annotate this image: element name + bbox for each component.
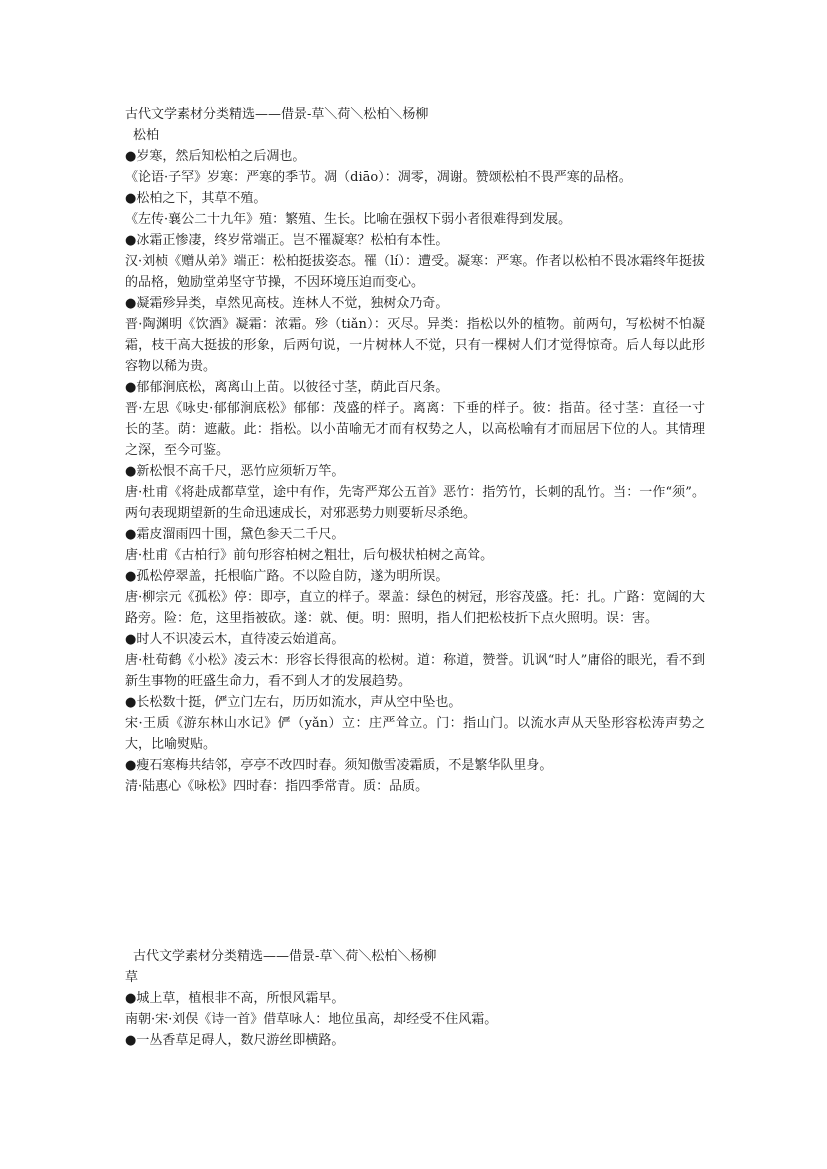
- quote-line: ●长松数十挺，俨立门左右，历历如流水，声从空中坠也。: [125, 695, 462, 710]
- quote-line: ●郁郁涧底松，离离山上苗。以彼径寸茎，荫此百尺条。: [125, 380, 449, 395]
- page-title: 古代文学素材分类精选——借景-草＼荷＼松柏＼杨柳: [125, 107, 429, 122]
- annotation-line: 宋·王质《游东林山水记》俨（yǎn）立：庄严耸立。门：指山门。以流水声从天坠形容松涛声势之大，比喻熨贴。: [125, 716, 705, 752]
- section-cao: [125, 946, 705, 1051]
- quote-line: ●新松恨不高千尺，恶竹应须斩万竿。: [125, 464, 345, 479]
- quote-line: ●霜皮溜雨四十围，黛色参天二千尺。: [125, 527, 345, 542]
- section-heading: 松柏: [133, 128, 160, 143]
- annotation-line: 《左传·襄公二十九年》殖：繁殖、生长。比喻在强权下弱小者很难得到发展。: [125, 212, 572, 227]
- annotation-line: 晋·陶渊明《饮酒》凝霜：浓霜。殄（tiǎn）：灭尽。异类：指松以外的植物。前两句，写松树不怕凝霜，枝干高大挺拔的形象，后两句说，一片树林人不觉，只有一棵树人们才觉得惊奇。后人每以此形容物以稀为贵。: [125, 317, 705, 374]
- quote-line: ●瘦石寒梅共结邻，亭亭不改四时春。须知傲雪凌霜质，不是繁华队里身。: [125, 758, 553, 773]
- annotation-line: 清·陆惠心《咏松》四时春：指四季常青。质：品质。: [125, 779, 429, 794]
- annotation-line: 《论语·子罕》岁寒：严寒的季节。凋（diāo）：凋零，凋谢。赞颂松柏不畏严寒的品格。: [125, 170, 632, 185]
- quote-line: ●时人不识凌云木，直待凌云始道高。: [125, 632, 345, 647]
- annotation-line: 南朝·宋·刘俣《诗一首》借草咏人：地位虽高，却经受不住风霜。: [125, 1012, 498, 1027]
- annotation-line: 唐·杜甫《将赴成都草堂，途中有作，先寄严郑公五首》恶竹：指竻竹，长刺的乱竹。当：一作“须”。两句表现期望新的生命迅速成长，对邪恶势力则要斩尽杀绝。: [125, 485, 705, 521]
- page-title: 古代文学素材分类精选——借景-草＼荷＼松柏＼杨柳: [133, 949, 437, 964]
- annotation-line: 汉·刘桢《赠从弟》端正：松柏挺拔姿态。罹（lí）：遭受。凝寒：严寒。作者以松柏不畏冰霜终年挺拔的品格，勉励堂弟坚守节操，不因环境压迫而变心。: [125, 254, 705, 290]
- quote-line: ●一丛香草足碍人，数尺游丝即横路。: [125, 1033, 345, 1048]
- annotation-line: 晋·左思《咏史·郁郁涧底松》郁郁：茂盛的样子。离离：下垂的样子。彼：指苗。径寸茎：直径一寸长的茎。荫：遮蔽。此：指松。以小苗喻无才而有权势之人，以高松喻有才而屈居下位的人。其情理之深，至今可鉴。: [125, 401, 705, 458]
- quote-line: ●城上草，植根非不高，所恨风霜早。: [125, 991, 345, 1006]
- quote-line: ●岁寒，然后知松柏之后凋也。: [125, 149, 306, 164]
- annotation-line: 唐·杜荀鹤《小松》凌云木：形容长得很高的松树。道：称道，赞誉。讥讽“时人”庸俗的眼光，看不到新生事物的旺盛生命力，看不到人才的发展趋势。: [125, 653, 705, 689]
- quote-line: ●松柏之下，其草不殖。: [125, 191, 267, 206]
- quote-line: ●孤松停翠盖，托根临广路。不以险自防，遂为明所误。: [125, 569, 449, 584]
- annotation-line: 唐·杜甫《古柏行》前句形容柏树之粗壮，后句极状柏树之高耸。: [125, 548, 494, 563]
- quote-line: ●凝霜殄异类，卓然见高枝。连林人不觉，独树众乃奇。: [125, 296, 449, 311]
- annotation-line: 唐·柳宗元《孤松》停：即亭，直立的样子。翠盖：绿色的树冠，形容茂盛。托：扎。广路：宽阔的大路旁。险：危，这里指被砍。遂：就、便。明：照明，指人们把松枝折下点火照明。误：害。: [125, 590, 705, 626]
- quote-line: ●冰霜正惨凄，终岁常端正。岂不罹凝寒？松柏有本性。: [125, 233, 449, 248]
- section-heading: 草: [125, 970, 139, 985]
- section-songbai: [125, 104, 705, 797]
